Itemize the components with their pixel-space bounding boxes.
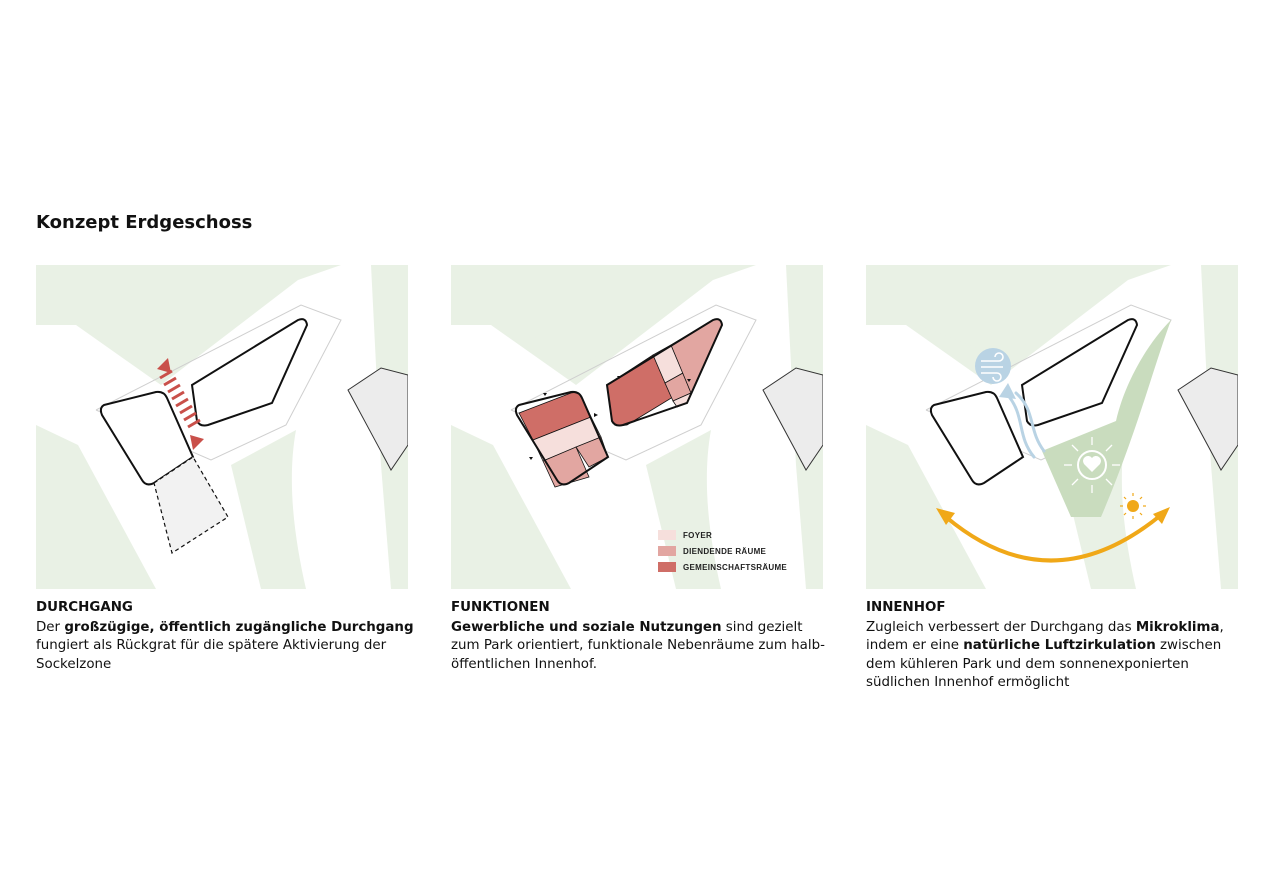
legend-item-foyer [658, 527, 787, 543]
caption-text [451, 620, 825, 672]
caption-innenhof [866, 599, 1246, 693]
legend-label: GEMEINSCHAFTSRÄUME [683, 562, 788, 572]
legend [658, 527, 787, 575]
caption-text-part: Zugleich verbessert der Durchgang das [866, 619, 1136, 635]
caption-text-part: zwischen dem kühleren Park und dem sonnenexponierten südlichen Innenhof ermöglicht [866, 638, 1222, 690]
diagram-durchgang [36, 265, 408, 589]
caption-bold-part: großzügige, öffentlich zugängliche Durchgang [64, 619, 414, 635]
caption-text-part: Der [36, 619, 65, 635]
legend-item-dienende [658, 543, 787, 559]
legend-label: FOYER [683, 530, 713, 540]
legend-swatch-dienende [658, 546, 676, 556]
caption-text [866, 620, 1224, 691]
legend-item-gemeinschaft [658, 559, 787, 575]
caption-bold-part: Gewerbliche und soziale Nutzungen [451, 619, 722, 635]
caption-text [36, 620, 414, 672]
caption-bold-part: natürliche Luftzirkulation [963, 638, 1156, 653]
caption-bold-part: Mikroklima [1135, 619, 1220, 635]
caption-text-part: fungiert als Rückgrat für die spätere Aktivierung der Sockelzone [36, 638, 387, 672]
caption-text-part: , indem er eine [866, 619, 1224, 653]
wind-icon [975, 348, 1011, 384]
caption-heading: INNENHOF [866, 600, 946, 615]
caption-durchgang [36, 599, 416, 674]
caption-text-part: sind gezielt zum Park orientiert, funktionale Nebenräume zum halb-öffentlichen Innenhof. [451, 619, 825, 672]
legend-label: DIENDENDE RÄUME [683, 546, 767, 556]
caption-heading: FUNKTIONEN [451, 600, 550, 615]
diagram-funktionen [451, 265, 823, 589]
legend-swatch-gemeinschaft [658, 562, 676, 572]
legend-swatch-foyer [658, 530, 676, 540]
page-title: Konzept Erdgeschoss [36, 212, 253, 233]
diagram-innenhof [866, 265, 1238, 589]
caption-heading: DURCHGANG [36, 600, 133, 615]
caption-funktionen [451, 599, 831, 674]
